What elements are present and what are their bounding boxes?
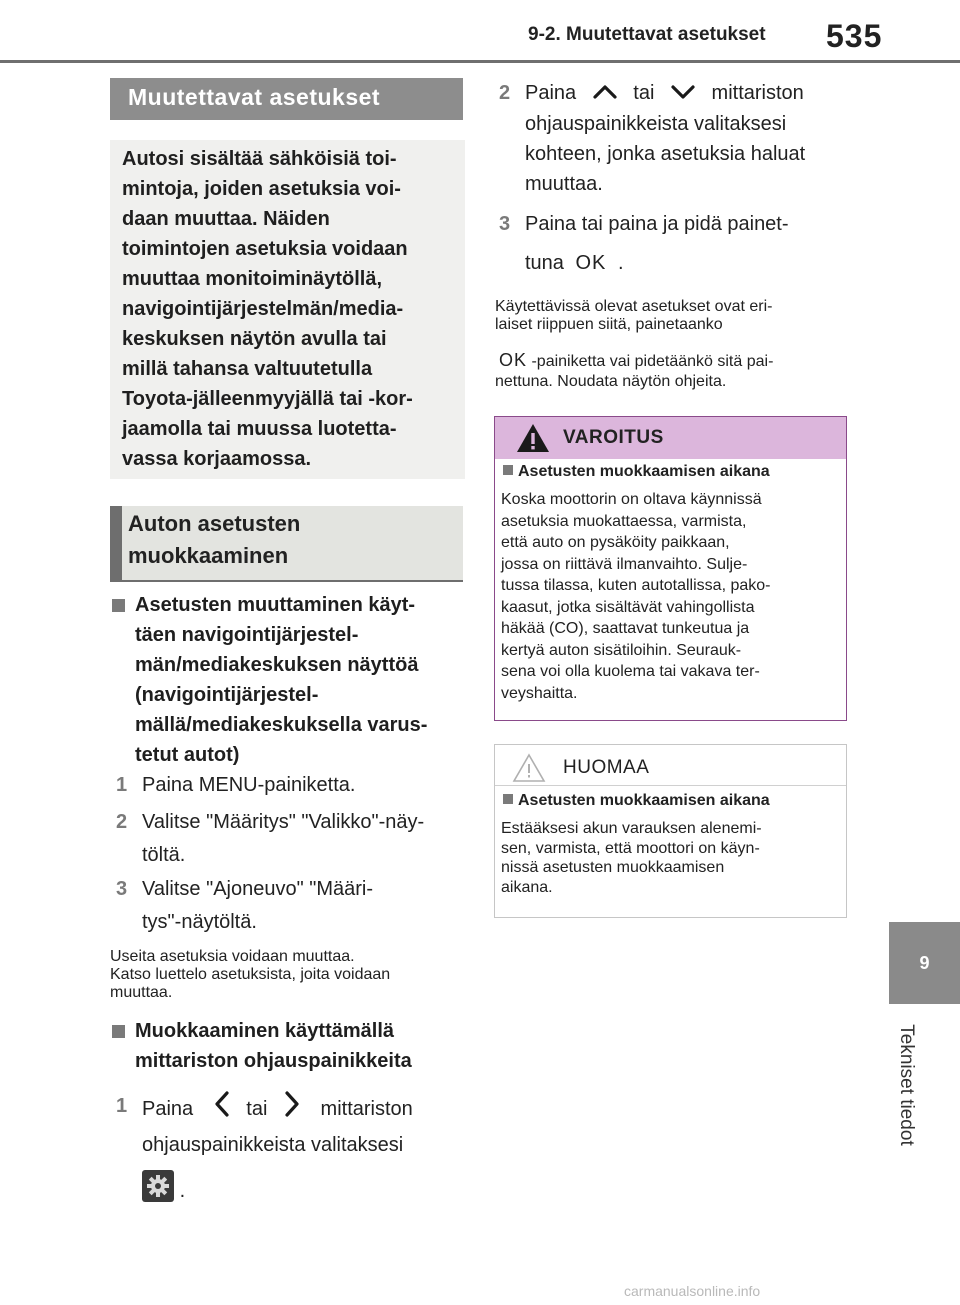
step-item: 3 Valitse "Ajoneuvo" "Määri- tys"-näytöltä. bbox=[116, 878, 374, 933]
chevron-left-icon bbox=[213, 1090, 231, 1129]
subheading-navigation: Asetusten muuttaminen käyt- täen navigointijärjestel- män/mediakeskuksen näyttöä (navigointijärjestel- mällä/mediakeskuksella varus- tetut autot) bbox=[110, 590, 455, 770]
square-bullet-icon bbox=[112, 1025, 125, 1038]
warning-triangle-icon bbox=[515, 422, 551, 459]
step-item: 1 Paina tai mittariston ohjauspainikkeista valitaksesi . bbox=[142, 1090, 462, 1213]
note-text: OK -painiketta vai pidetäänkö sitä pai- nettuna. Noudata näytön ohjeita. bbox=[495, 350, 774, 390]
caution-triangle-icon bbox=[511, 752, 547, 789]
square-bullet-icon bbox=[112, 599, 125, 612]
gear-icon bbox=[142, 1170, 174, 1213]
square-bullet-icon bbox=[503, 794, 513, 804]
subsection-title: Auton asetusten muokkaaminen bbox=[110, 506, 463, 582]
step-item: 2 Paina tai mittariston ohjauspainikkeista valitaksesi kohteen, jonka asetuksia haluat muuttaa. bbox=[525, 78, 855, 199]
ok-button-icon: OK bbox=[499, 350, 528, 370]
header-divider bbox=[0, 60, 960, 63]
step-item: 2 Valitse "Määritys" "Valikko"-näy- töltä. bbox=[116, 811, 425, 866]
running-header: 9-2. Muutettavat asetukset bbox=[528, 24, 766, 45]
chevron-down-icon bbox=[670, 79, 696, 109]
step-item: 1 Paina MENU-painiketta. bbox=[116, 774, 356, 796]
warning-title: VAROITUS bbox=[563, 427, 664, 448]
section-title: Muutettavat asetukset bbox=[110, 78, 463, 120]
intro-box bbox=[110, 140, 465, 479]
notice-title: HUOMAA bbox=[563, 757, 650, 778]
ok-button-icon: OK bbox=[575, 252, 607, 274]
chapter-tab bbox=[889, 922, 960, 1004]
step-item: 3 Paina tai paina ja pidä painet- tuna OK . bbox=[499, 213, 789, 274]
intro-text: Autosi sisältää sähköisiä toi- mintoja, joiden asetuksia voi- daan muuttaa. Näiden toimintojen asetuksia voidaan muuttaa monitoiminäytöllä, navigointijärjestelmän/media- keskuksen näytön avulla tai millä tahansa valtuutetulla Toyota-jälleenmyyjällä tai -kor- jaamolla tai muussa luotetta- vassa korjaamossa. bbox=[122, 148, 413, 470]
note-text: Käytettävissä olevat asetukset ovat eri- laiset riippuen siitä, painetaanko bbox=[495, 298, 773, 333]
warning-box bbox=[494, 416, 847, 721]
divider bbox=[495, 785, 846, 786]
chevron-up-icon bbox=[592, 79, 618, 109]
note-text: Useita asetuksia voidaan muuttaa. Katso luettelo asetuksista, joita voidaan muuttaa. bbox=[110, 948, 391, 1001]
square-bullet-icon bbox=[503, 465, 513, 475]
notice-text: Estääksesi akun varauksen alenemi- sen, varmista, että moottori on käyn- nissä asetusten muokkaamisen aikana. bbox=[501, 820, 762, 896]
chapter-label: Tekniset tiedot bbox=[896, 1024, 917, 1146]
notice-box bbox=[494, 744, 847, 918]
warning-text: Koska moottorin on oltava käynnissä asetuksia muokattaessa, varmista, että auto on pysäköity paikkaan, jossa on riittävä ilmanvaihto. Sulje- tussa tilassa, kuten autotallissa, pako- kaasut, jotka sisältävät vahingollista häkää (CO), saattavat tunkeutua ja kertyä auton sisätiloihin. Seurauk- sena voi olla kuolema tai vakava ter- veyshaitta. bbox=[501, 491, 771, 702]
warning-subtitle: Asetusten muokkaamisen aikana bbox=[503, 463, 770, 481]
subheading-meter-buttons: Muokkaaminen käyttämällä mittariston ohjauspainikkeita bbox=[110, 1016, 455, 1076]
chapter-number: 9 bbox=[919, 952, 930, 973]
notice-subtitle: Asetusten muokkaamisen aikana bbox=[503, 792, 770, 810]
page-number: 535 bbox=[826, 18, 883, 54]
watermark[interactable]: carmanualsonline.info bbox=[624, 1283, 761, 1299]
chevron-right-icon bbox=[283, 1090, 301, 1129]
